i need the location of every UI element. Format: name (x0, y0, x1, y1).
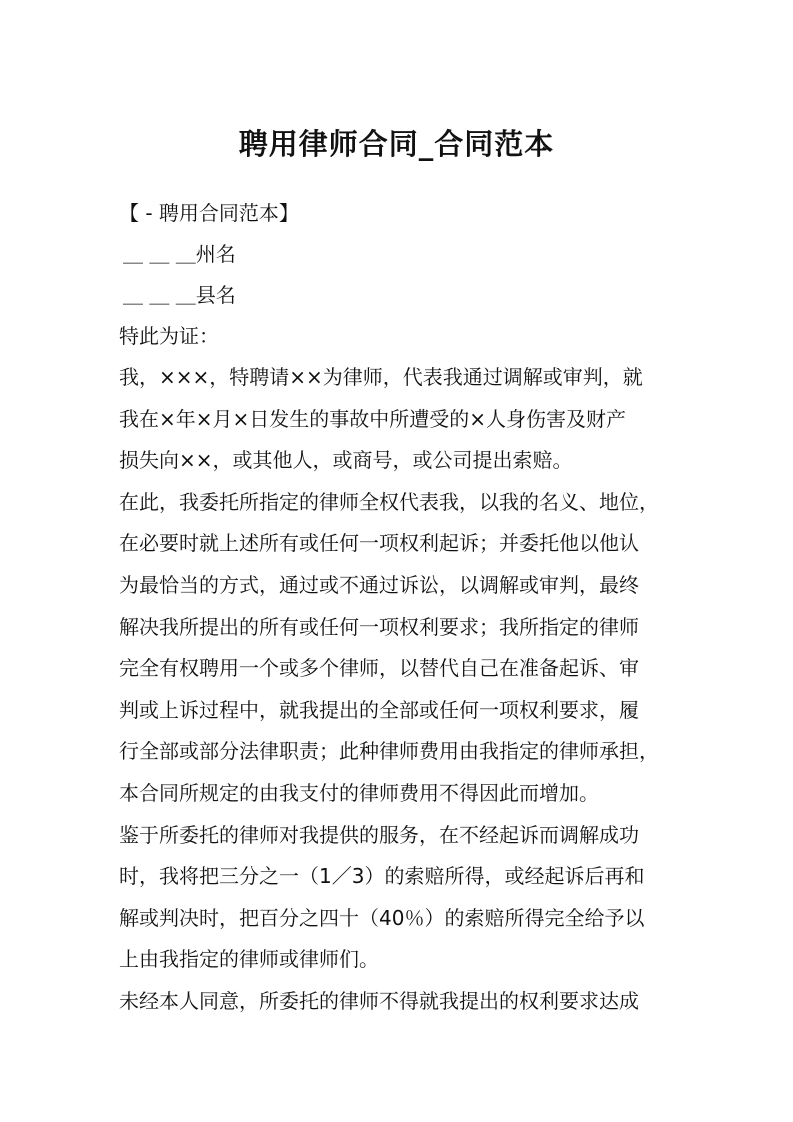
state-name-line: ＿ ＿ ＿州名 (123, 242, 236, 266)
attest-line: 特此为证： (119, 324, 219, 348)
paragraph-line: 解决我所提出的所有或任何一项权利要求；我所指定的律师 (119, 614, 639, 639)
document-title: 聘用律师合同_合同范本 (238, 127, 555, 161)
paragraph-4 (119, 981, 679, 1023)
paragraph-1 (119, 357, 679, 482)
paragraph-line: 上由我指定的律师或律师们。 (119, 947, 379, 972)
paragraph-line: 我在×年×月×日发生的事故中所遭受的×人身伤害及财产 (119, 406, 627, 431)
paragraph-line: 在此，我委托所指定的律师全权代表我，以我的名义、地位， (119, 489, 659, 514)
document-body (119, 193, 679, 1023)
paragraph-2 (119, 482, 679, 815)
paragraph-line: 行全部或部分法律职责；此种律师费用由我指定的律师承担， (119, 739, 659, 764)
paragraph-line: 解或判决时，把百分之四十（40％）的索赔所得完全给予以 (119, 905, 645, 930)
paragraph-line: 本合同所规定的由我支付的律师费用不得因此而增加。 (119, 780, 599, 805)
paragraph-3 (119, 815, 679, 981)
paragraph-line: 损失向××，或其他人，或商号，或公司提出索赔。 (119, 448, 573, 473)
paragraph-line: 在必要时就上述所有或任何一项权利起诉；并委托他以他认 (119, 531, 639, 556)
paragraph-line: 鉴于所委托的律师对我提供的服务，在不经起诉而调解成功 (119, 822, 639, 847)
paragraph-line: 判或上诉过程中，就我提出的全部或任何一项权利要求，履 (119, 697, 639, 722)
contract-subtitle: 【 - 聘用合同范本】 (119, 201, 299, 225)
paragraph-line: 为最恰当的方式，通过或不通过诉讼，以调解或审判，最终 (119, 572, 639, 597)
paragraph-line: 完全有权聘用一个或多个律师，以替代自己在准备起诉、审 (119, 656, 639, 681)
paragraph-line: 时，我将把三分之一（1／3）的索赔所得，或经起诉后再和 (119, 864, 645, 889)
paragraph-line: 未经本人同意，所委托的律师不得就我提出的权利要求达成 (119, 988, 639, 1013)
county-name-line: ＿ ＿ ＿县名 (123, 283, 236, 307)
paragraph-line: 我，×××，特聘请××为律师，代表我通过调解或审判，就 (119, 365, 643, 389)
